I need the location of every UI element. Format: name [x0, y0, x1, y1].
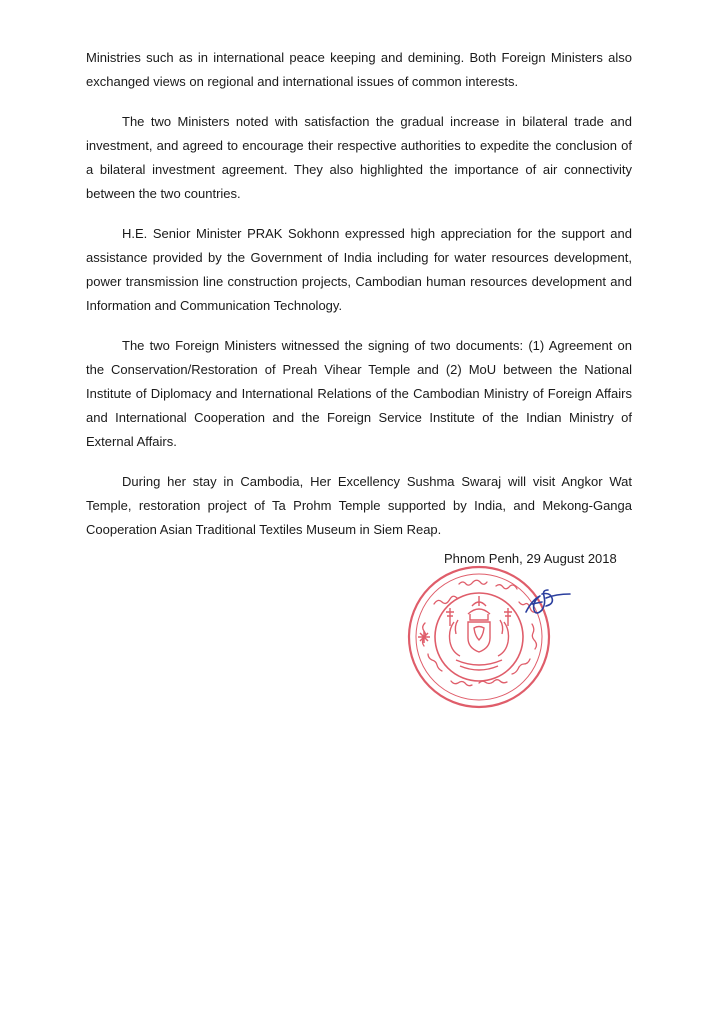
document-body	[86, 46, 632, 558]
signature-icon	[522, 584, 572, 620]
paragraph-1: Ministries such as in international peace keeping and demining. Both Foreign Ministers also exchanged views on regional and international issues of common interests.	[86, 50, 632, 89]
paragraph-5: During her stay in Cambodia, Her Excellency Sushma Swaraj will visit Angkor Wat Temple, restoration project of Ta Prohm Temple supported by India, and Mekong-Ganga Cooperation Asian Traditional Textiles Museum in Siem Reap.	[86, 474, 632, 537]
paragraph-3: H.E. Senior Minister PRAK Sokhonn expressed high appreciation for the support and assistance provided by the Government of India including for water resources development, power transmission line construction projects, Cambodian human resources development and Information and Communication Technology.	[86, 226, 632, 313]
place-date-line: Phnom Penh, 29 August 2018	[444, 551, 617, 566]
paragraph-2: The two Ministers noted with satisfaction the gradual increase in bilateral trade and investment, and agreed to encourage their respective authorities to expedite the conclusion of a bilateral investment agreement. They also highlighted the importance of air connectivity between the two countries.	[86, 114, 632, 201]
paragraph-4: The two Foreign Ministers witnessed the signing of two documents: (1) Agreement on the Conservation/Restoration of Preah Vihear Temple and (2) MoU between the National Institute of Diplomacy and International Relations of the Cambodian Ministry of Foreign Affairs and International Cooperation and the Foreign Service Institute of the Indian Ministry of External Affairs.	[86, 338, 632, 449]
